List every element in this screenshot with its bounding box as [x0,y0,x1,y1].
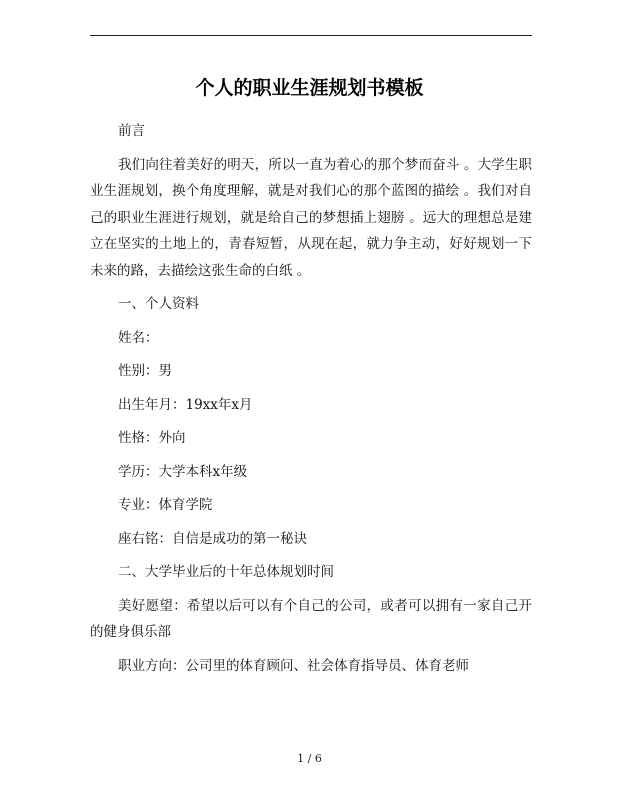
section-heading-plan: 二、大学毕业后的十年总体规划时间 [118,564,334,580]
document-body [90,118,532,686]
preface-heading: 前言 [118,123,145,139]
profile-motto: 座右铭：自信是成功的第一秘诀 [118,530,307,547]
section-heading-profile: 一、个人资料 [118,296,199,312]
profile-major: 专业：体育学院 [118,497,213,513]
page-number: 1 / 6 [297,752,322,765]
profile-birth: 出生年月：19xx年x月 [118,396,253,413]
career-direction: 职业方向：公司里的体育顾问、社会体育指导员、体育老师 [118,657,469,674]
header-rule [90,35,532,36]
profile-education: 学历：大学本科x年级 [118,463,248,480]
preface-paragraph: 我们向往着美好的明天，所以一直为着心的那个梦而奋斗 。大学生职业生涯规划，换个角度理解，就是对我们心的那个蓝图的描绘 。我们对自己的职业生涯进行规划，就是给自己的梦想插上翅膀 。远大的理想总是建立在坚实的土地上的，青春短暂，从现在起，就力争主动，好好规划一下未来的路，去描绘这张生命的白纸 。 [90,156,532,279]
wish-paragraph: 美好愿望：希望以后可以有个自己的公司，或者可以拥有一家自己开的健身俱乐部 [90,597,532,640]
document-title: 个人的职业生涯规划书模板 [195,77,424,99]
profile-gender: 性别：男 [118,363,172,379]
profile-personality: 性格：外向 [118,430,186,446]
profile-name: 姓名： [118,329,159,346]
